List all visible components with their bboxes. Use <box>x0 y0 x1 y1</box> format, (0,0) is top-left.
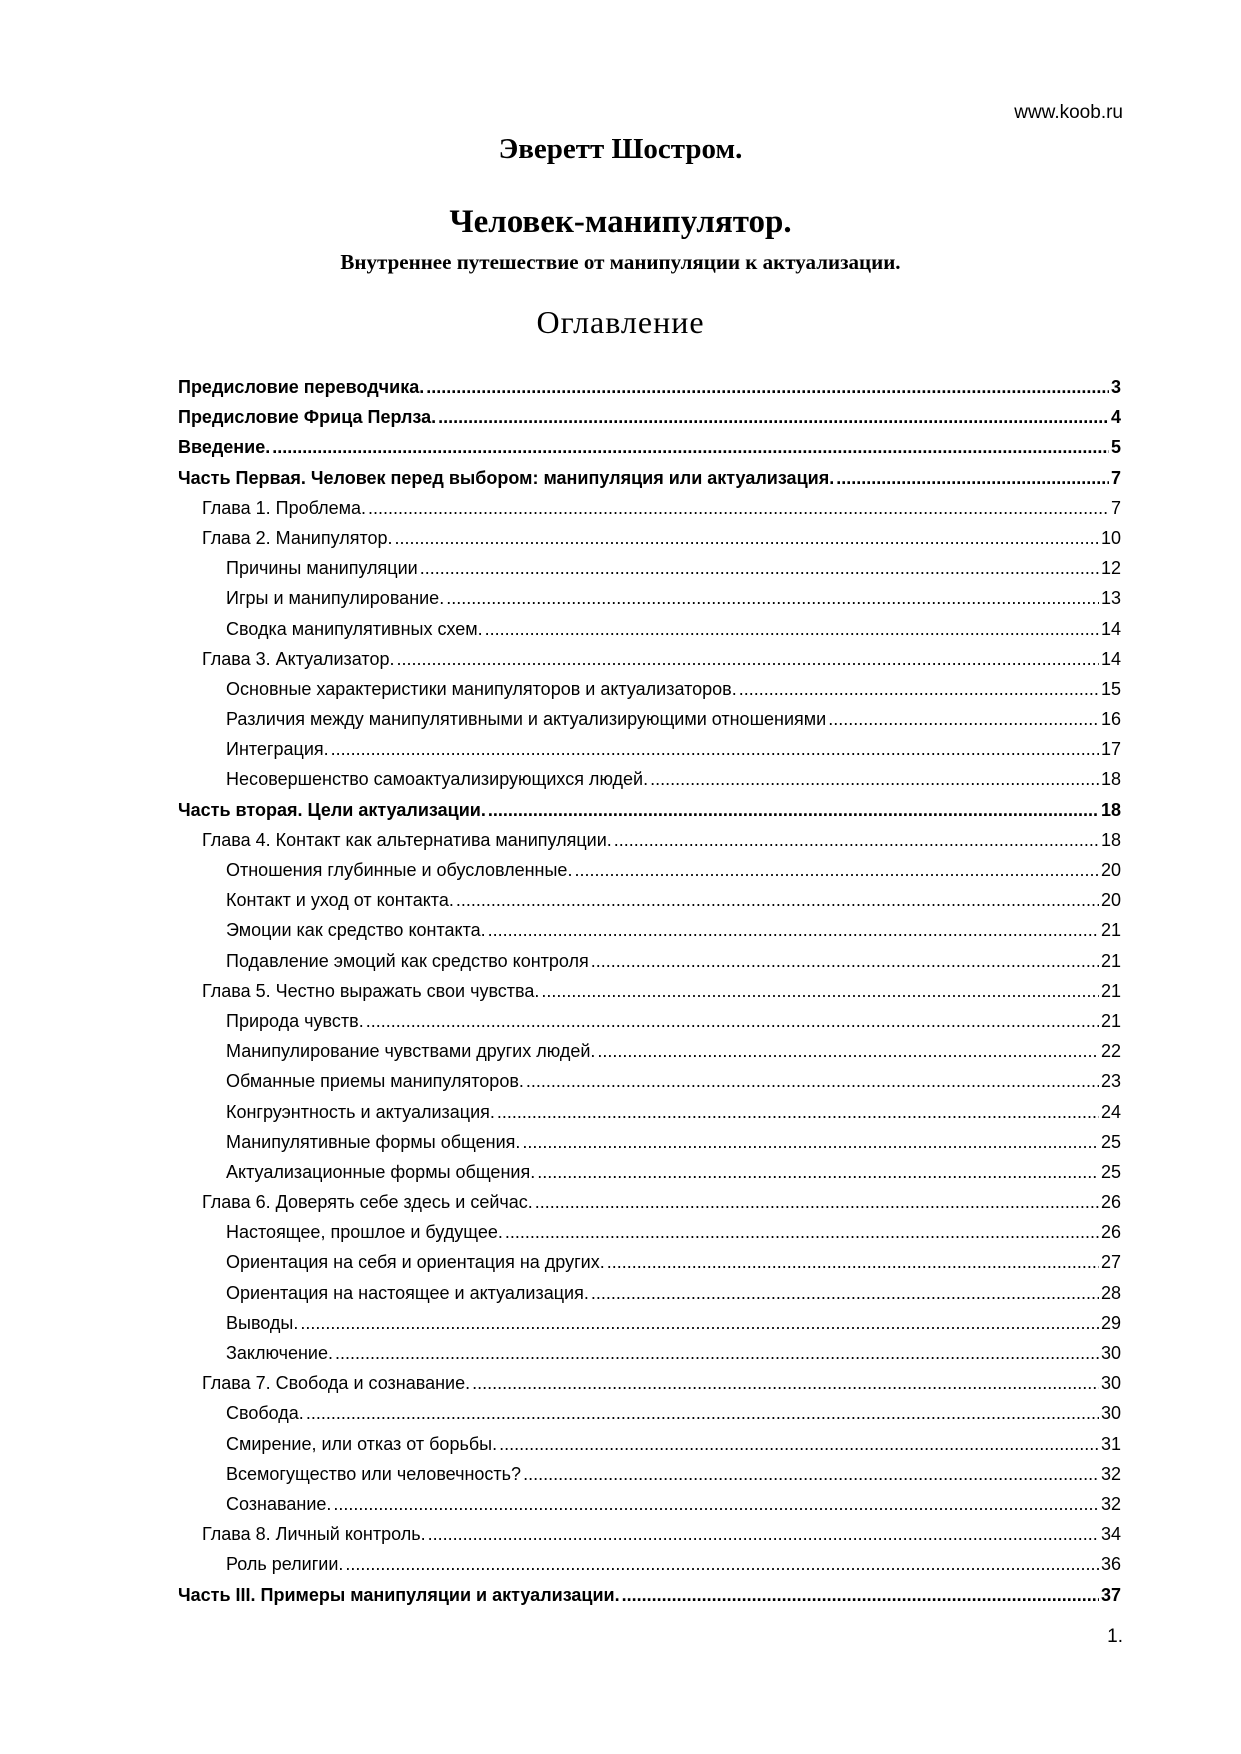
page-number: 1. <box>1107 1626 1123 1647</box>
toc-dot-leader <box>396 644 1099 674</box>
toc-entry-page: 21 <box>1100 950 1121 971</box>
toc-dot-leader <box>523 1459 1099 1489</box>
toc-entry[interactable] <box>178 946 1121 976</box>
toc-entry-page: 30 <box>1100 1373 1121 1394</box>
toc-entry-label: Эмоции как средство контакта. <box>226 920 486 941</box>
author-name: Эверетт Шостром. <box>498 133 743 165</box>
toc-entry[interactable] <box>178 1217 1121 1247</box>
toc-dot-leader <box>488 915 1099 945</box>
toc-entry[interactable] <box>178 1097 1121 1127</box>
toc-entry-label: Контакт и уход от контакта. <box>226 890 454 911</box>
toc-dot-leader <box>345 1549 1099 1579</box>
toc-entry-page: 14 <box>1100 618 1121 639</box>
toc-entry-page: 32 <box>1100 1463 1121 1484</box>
toc-entry[interactable] <box>178 1187 1121 1217</box>
toc-entry-page: 36 <box>1100 1554 1121 1575</box>
toc-entry[interactable] <box>178 432 1121 462</box>
toc-entry-label: Часть вторая. Цели актуализации. <box>178 799 486 820</box>
toc-entry-label: Интеграция. <box>226 739 329 760</box>
toc-dot-leader <box>497 1097 1099 1127</box>
book-title: Человек-манипулятор. <box>449 204 792 240</box>
toc-dot-leader <box>614 825 1099 855</box>
toc-entry-label: Выводы. <box>226 1312 299 1333</box>
toc-entry[interactable] <box>178 372 1121 402</box>
toc-heading: Оглавление <box>536 304 705 340</box>
toc-dot-leader <box>331 734 1099 764</box>
toc-entry-label: Глава 3. Актуализатор. <box>202 648 395 669</box>
toc-entry-page: 30 <box>1100 1343 1121 1363</box>
toc-entry[interactable] <box>178 614 1121 644</box>
toc-entry-label: Глава 6. Доверять себе здесь и сейчас. <box>202 1192 533 1213</box>
toc-entry-page: 27 <box>1100 1252 1121 1273</box>
toc-dot-leader <box>335 1338 1099 1368</box>
toc-entry[interactable] <box>178 1580 1121 1610</box>
toc-entry[interactable] <box>178 1429 1121 1459</box>
toc-entry-label: Различия между манипулятивными и актуализирующими отношениями <box>226 709 827 730</box>
toc-entry-label: Глава 7. Свобода и сознавание. <box>202 1373 471 1394</box>
toc-dot-leader <box>300 1308 1099 1338</box>
toc-dot-leader <box>395 523 1099 553</box>
toc-entry[interactable] <box>178 1489 1121 1519</box>
toc-entry[interactable] <box>178 1519 1121 1549</box>
toc-entry-page: 30 <box>1100 1403 1121 1424</box>
toc-entry[interactable] <box>178 1036 1121 1066</box>
toc-entry-label: Причины манипуляции <box>226 558 418 579</box>
toc-entry-page: 24 <box>1100 1101 1121 1122</box>
toc-entry-label: Всемогущество или человечность? <box>226 1463 522 1484</box>
toc-dot-leader <box>607 1247 1099 1277</box>
toc-entry-label: Глава 1. Проблема. <box>202 497 366 518</box>
toc-entry-label: Введение. <box>178 437 271 458</box>
toc-entry-page: 34 <box>1100 1524 1121 1545</box>
toc-dot-leader <box>739 674 1099 704</box>
toc-entry-page: 22 <box>1100 1041 1121 1062</box>
toc-entry[interactable] <box>178 1006 1121 1036</box>
toc-entry-label: Игры и манипулирование. <box>226 588 445 609</box>
toc-entry[interactable] <box>178 1338 1121 1368</box>
toc-dot-leader <box>366 1006 1099 1036</box>
toc-dot-leader <box>456 885 1099 915</box>
toc-entry-label: Отношения глубинные и обусловленные. <box>226 860 573 880</box>
toc-entry[interactable] <box>178 493 1121 523</box>
toc-entry[interactable] <box>178 1398 1121 1428</box>
toc-entry-page: 17 <box>1100 739 1121 760</box>
toc-entry-page: 18 <box>1100 769 1121 790</box>
toc-dot-leader <box>591 946 1099 976</box>
toc-entry-page: 21 <box>1100 980 1121 1001</box>
toc-entry-label: Часть Первая. Человек перед выбором: манипуляция или актуализация. <box>178 467 835 488</box>
toc-entry[interactable] <box>178 1459 1121 1489</box>
toc-entry[interactable] <box>178 764 1121 794</box>
book-subtitle: Внутреннее путешествие от манипуляции к актуализации. <box>340 250 901 274</box>
toc-entry[interactable] <box>178 1247 1121 1277</box>
toc-entry-label: Глава 2. Манипулятор. <box>202 527 393 548</box>
toc-entry-label: Глава 8. Личный контроль. <box>202 1524 426 1545</box>
toc-entry-page: 26 <box>1100 1192 1121 1213</box>
toc-entry[interactable] <box>178 1368 1121 1398</box>
toc-entry[interactable] <box>178 704 1121 734</box>
site-url[interactable]: www.koob.ru <box>1014 102 1123 123</box>
toc-entry-page: 20 <box>1100 860 1121 880</box>
toc-dot-leader <box>306 1398 1099 1428</box>
toc-entry-page: 20 <box>1100 890 1121 911</box>
toc-dot-leader <box>438 402 1109 432</box>
toc-entry[interactable] <box>178 402 1121 432</box>
toc-dot-leader <box>485 614 1099 644</box>
toc-entry-label: Несовершенство самоактуализирующихся людей. <box>226 769 649 790</box>
toc-entry[interactable] <box>178 885 1121 915</box>
toc-dot-leader <box>574 855 1099 885</box>
toc-entry[interactable] <box>178 463 1121 493</box>
toc-entry-label: Заключение. <box>226 1343 333 1363</box>
toc-entry-page: 31 <box>1100 1433 1121 1454</box>
toc-dot-leader <box>368 493 1109 523</box>
toc-entry-label: Глава 5. Честно выражать свои чувства. <box>202 980 540 1001</box>
toc-dot-leader <box>272 432 1109 462</box>
toc-entry[interactable] <box>178 644 1121 674</box>
toc-entry-page: 16 <box>1100 709 1121 730</box>
toc-entry-page: 28 <box>1100 1282 1121 1303</box>
toc-entry-label: Предисловие переводчика. <box>178 377 425 397</box>
toc-entry[interactable] <box>178 1549 1121 1579</box>
toc-entry-page: 15 <box>1100 678 1121 699</box>
toc-entry-label: Роль религии. <box>226 1554 344 1575</box>
toc-dot-leader <box>541 976 1099 1006</box>
toc-dot-leader <box>828 704 1099 734</box>
toc-entry[interactable] <box>178 825 1121 855</box>
toc-dot-leader <box>499 1429 1099 1459</box>
toc-dot-leader <box>597 1036 1099 1066</box>
toc-dot-leader <box>505 1217 1099 1247</box>
toc-entry[interactable] <box>178 553 1121 583</box>
toc-dot-leader <box>420 553 1099 583</box>
toc-entry-page: 21 <box>1100 920 1121 941</box>
toc-entry-page: 10 <box>1100 527 1121 548</box>
toc-entry-page: 7 <box>1110 497 1121 518</box>
toc-dot-leader <box>622 1580 1099 1610</box>
toc-entry-page: 12 <box>1100 558 1121 579</box>
toc-entry[interactable] <box>178 583 1121 613</box>
toc-entry[interactable] <box>178 795 1121 825</box>
toc-dot-leader <box>537 1157 1099 1187</box>
toc-entry-page: 26 <box>1100 1222 1121 1243</box>
toc-dot-leader <box>472 1368 1099 1398</box>
toc-dot-leader <box>526 1066 1099 1096</box>
toc-entry-label: Настоящее, прошлое и будущее. <box>226 1222 503 1243</box>
toc-dot-leader <box>650 764 1099 794</box>
toc-entry-label: Обманные приемы манипуляторов. <box>226 1071 524 1092</box>
toc-entry-label: Природа чувств. <box>226 1010 364 1031</box>
toc-entry-page: 37 <box>1100 1584 1121 1605</box>
toc-dot-leader <box>836 463 1109 493</box>
toc-entry-label: Подавление эмоций как средство контроля <box>226 950 589 971</box>
toc-entry-label: Конгруэнтность и актуализация. <box>226 1101 495 1122</box>
toc-entry-label: Смирение, или отказ от борьбы. <box>226 1433 498 1454</box>
toc-dot-leader <box>333 1489 1099 1519</box>
toc-dot-leader <box>591 1278 1099 1308</box>
toc-dot-leader <box>446 583 1099 613</box>
toc-dot-leader <box>488 795 1099 825</box>
toc-entry-page: 14 <box>1100 648 1121 669</box>
toc-dot-leader <box>428 1519 1099 1549</box>
toc-entry-page: 21 <box>1100 1010 1121 1031</box>
toc-entry-label: Ориентация на себя и ориентация на других. <box>226 1252 605 1273</box>
toc-entry-page: 13 <box>1100 588 1121 609</box>
toc-dot-leader <box>426 372 1109 402</box>
toc-entry[interactable] <box>178 1278 1121 1308</box>
toc-entry-label: Глава 4. Контакт как альтернатива манипуляции. <box>202 829 612 850</box>
toc-entry-label: Актуализационные формы общения. <box>226 1161 536 1182</box>
toc-entry[interactable] <box>178 523 1121 553</box>
toc-entry-label: Манипулирование чувствами других людей. <box>226 1041 596 1062</box>
toc-entry-page: 5 <box>1110 437 1121 458</box>
toc-entry[interactable] <box>178 915 1121 945</box>
toc-entry-label: Свобода. <box>226 1403 304 1424</box>
toc-entry[interactable] <box>178 1127 1121 1157</box>
toc-entry-page: 25 <box>1100 1161 1121 1182</box>
toc-entry-page: 4 <box>1110 407 1121 428</box>
toc-entry-label: Предисловие Фрица Перлза. <box>178 407 437 428</box>
toc-entry-page: 29 <box>1100 1312 1121 1333</box>
toc-entry-label: Сознавание. <box>226 1493 332 1514</box>
toc-entry[interactable] <box>178 855 1121 885</box>
toc-entry-label: Часть III. Примеры манипуляции и актуализации. <box>178 1584 620 1605</box>
toc-entry-page: 32 <box>1100 1493 1121 1514</box>
toc-entry[interactable] <box>178 1157 1121 1187</box>
toc-entry-page: 25 <box>1100 1131 1121 1152</box>
toc-entry[interactable] <box>178 734 1121 764</box>
toc-dot-leader <box>522 1127 1099 1157</box>
table-of-contents <box>178 372 1121 1610</box>
toc-entry[interactable] <box>178 674 1121 704</box>
toc-entry[interactable] <box>178 1308 1121 1338</box>
toc-entry-label: Основные характеристики манипуляторов и актуализаторов. <box>226 678 737 699</box>
toc-entry[interactable] <box>178 976 1121 1006</box>
toc-entry-page: 18 <box>1100 829 1121 850</box>
toc-entry-label: Сводка манипулятивных схем. <box>226 618 483 639</box>
toc-entry-label: Манипулятивные формы общения. <box>226 1131 521 1152</box>
toc-entry-page: 7 <box>1110 467 1121 488</box>
toc-entry[interactable] <box>178 1066 1121 1096</box>
toc-entry-page: 18 <box>1100 799 1121 820</box>
toc-entry-page: 3 <box>1110 377 1121 397</box>
toc-dot-leader <box>535 1187 1099 1217</box>
toc-entry-label: Ориентация на настоящее и актуализация. <box>226 1282 589 1303</box>
toc-entry-page: 23 <box>1100 1071 1121 1092</box>
